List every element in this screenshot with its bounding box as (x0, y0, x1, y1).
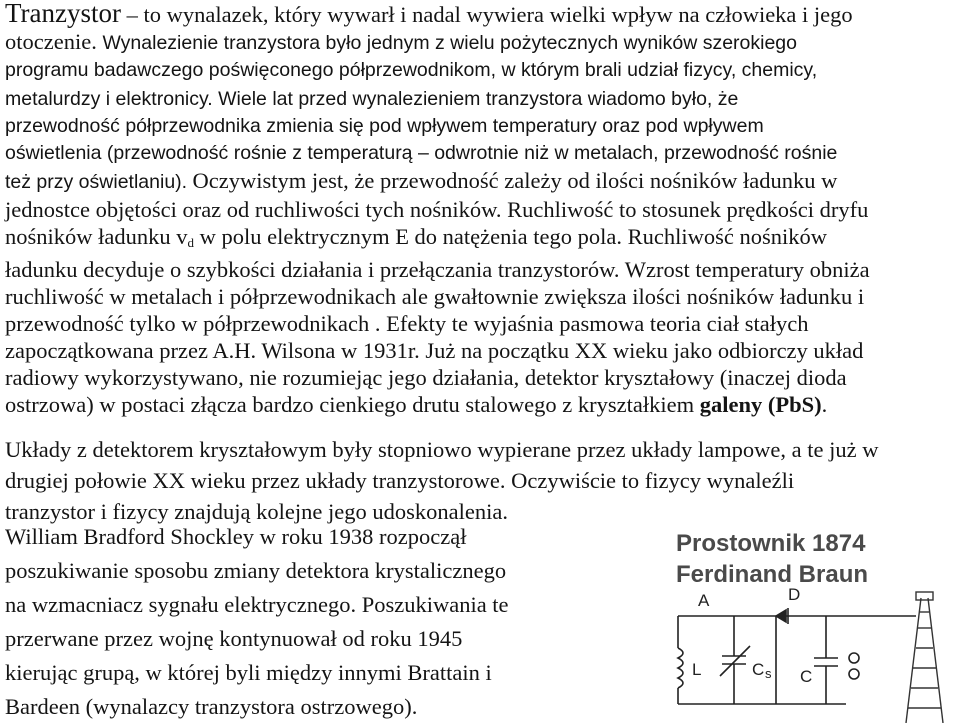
intro-line-11: ruchliwość w metalach i półprzewodnikach ale gwałtownie zwiększa ilości nośników ładunku i (5, 284, 865, 309)
para3-line-3: na wzmacniacz sygnału elektrycznego. Poszukiwania te (5, 592, 509, 617)
intro-line-8: jednostce objętości oraz od ruchliwości tych nośników. Ruchliwość to stosunek prędkości dryfu (5, 197, 869, 222)
braun-rectifier-figure (666, 528, 960, 723)
intro-line-15: ostrzowa) w postaci złącza bardzo cienkiego drutu stalowego z kryształkiem galeny (PbS). (5, 392, 828, 417)
para2-line-2: drugiej połowie XX wieku przez układy tranzystorowe. Oczywiście to fizycy wynaleźli (5, 468, 795, 493)
intro-line-2: otoczenie. Wynalezienie tranzystora było jednym z wielu pożytecznych wyników szerokiego (5, 29, 797, 54)
figure-caption-2: Ferdinand Braun (676, 561, 869, 588)
para2-line-3: tranzystor i fizycy znajdują kolejne jego udoskonalenia. (5, 499, 508, 524)
intro-line-9: nośników ładunku $v_d$ w polu elektrycznym E do natężenia tego pola. Ruchliwość nośników (5, 224, 827, 250)
paragraph-detectors (5, 434, 879, 527)
label-s-subscript: s (765, 666, 772, 681)
label-l: L (692, 660, 702, 679)
label-d: D (788, 585, 801, 604)
intro-line-4: metalurdzy i elektronicy. Wiele lat przed wynalezieniem tranzystora wiadomo było, że (5, 88, 739, 110)
document-title: Tranzystor (5, 0, 122, 28)
circuit-diagram (678, 608, 916, 704)
para3-line-6: Bardeen (wynalazcy tranzystora ostrzowego). (5, 694, 418, 719)
intro-line-10: ładunku decyduje o szybkości działania i przełączania tranzystorów. Wzrost temperatury obniża (5, 257, 870, 282)
intro-line-12: przewodność tylko w półprzewodnikach . Efekty te wyjaśnia pasmowa teoria ciał stałych (5, 311, 809, 336)
label-c-s: C (752, 660, 765, 679)
subscript-d: d (187, 235, 194, 250)
galena-bold: galeny (PbS) (699, 392, 822, 417)
intro-line-3: programu badawczego poświęconego półprzewodnikom, w którym brali udział fizycy, chemicy, (5, 59, 818, 81)
para2-line-1: Układy z detektorem kryształowym były stopniowo wypierane przez układy lampowe, a te już w (5, 437, 879, 462)
intro-line-7: też przy oświetlaniu). Oczywistym jest, że przewodność zależy od ilości nośników ładunku w (5, 168, 838, 193)
para3-line-5: kierując grupą, w której byli między innymi Brattain i (5, 660, 492, 685)
para3-line-1: William Bradford Shockley w roku 1938 rozpoczął (5, 524, 467, 549)
para3-line-2: poszukiwanie sposobu zmiany detektora krystalicznego (5, 558, 507, 583)
intro-paragraph (5, 0, 870, 418)
intro-line-1: Tranzystor – to wynalazek, który wywarł i nadal wywiera wielki wpływ na człowieka i jego (5, 0, 853, 28)
figure-caption-1: Prostownik 1874 (676, 530, 866, 557)
para3-line-4: przerwane przez wojnę kontynuował od roku 1945 (5, 626, 463, 651)
antenna-tower-icon (906, 592, 943, 723)
paragraph-shockley (5, 520, 509, 724)
intro-line-13: zapoczątkowana przez A.H. Wilsona w 1931r. Już na początku XX wieku jako odbiorczy układ (5, 338, 864, 363)
label-c-bottom: C (800, 667, 813, 686)
intro-line-6: oświetlenia (przewodność rośnie z temperaturą – odwrotnie niż w metalach, przewodność rośnie (5, 142, 838, 164)
intro-line-14: radiowy wykorzystywano, nie rozumiejąc jego działania, detektor kryształowy (inaczej dioda (5, 365, 847, 390)
label-a: A (698, 591, 710, 610)
intro-line-5: przewodność półprzewodnika zmienia się pod wpływem temperatury oraz pod wpływem (5, 115, 764, 137)
